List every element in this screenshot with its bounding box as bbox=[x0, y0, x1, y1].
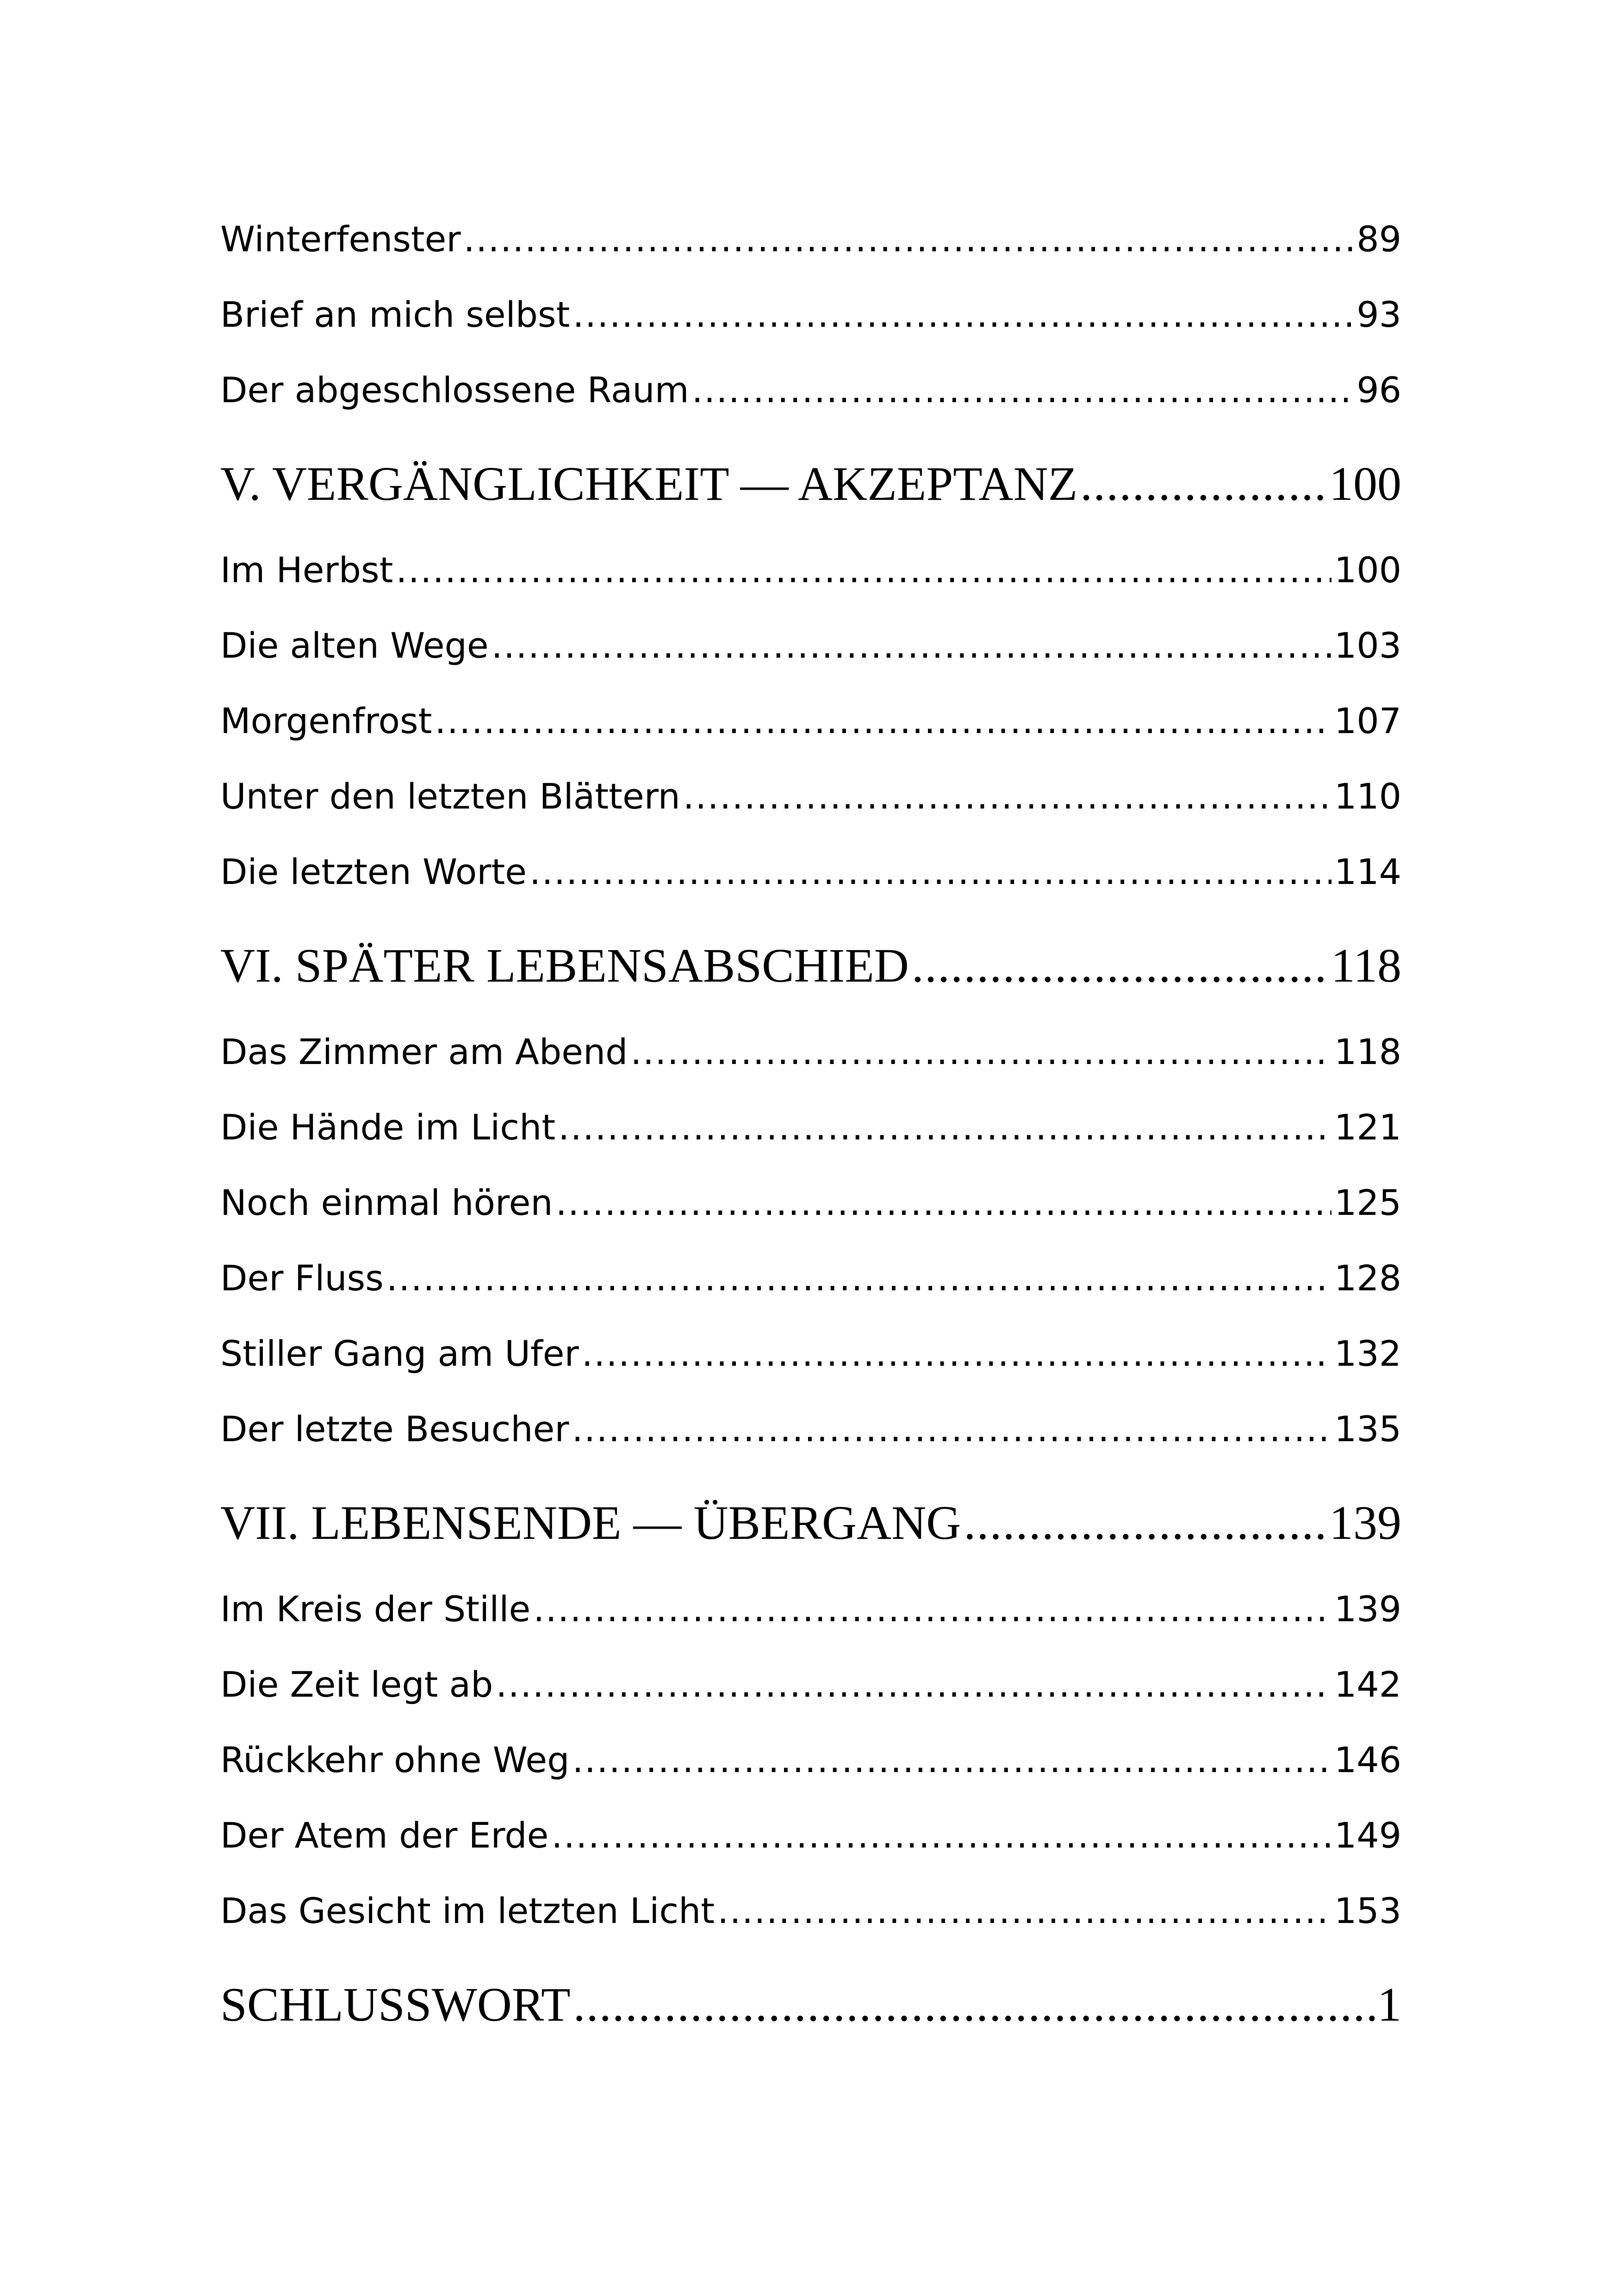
dot-leader bbox=[1080, 438, 1326, 530]
toc-entry-page: 142 bbox=[1334, 1664, 1401, 1705]
toc-entry[interactable] bbox=[220, 532, 1401, 608]
toc-entry[interactable] bbox=[220, 201, 1401, 277]
toc-entry-page: 89 bbox=[1357, 218, 1401, 260]
dot-leader bbox=[717, 1873, 1332, 1948]
toc-section-page: 1 bbox=[1377, 1978, 1401, 2031]
toc-entry-title: Der letzte Besucher bbox=[220, 1408, 569, 1450]
dot-leader bbox=[556, 1165, 1332, 1240]
toc-section-heading[interactable] bbox=[220, 1959, 1401, 2051]
toc-entry[interactable] bbox=[220, 608, 1401, 683]
toc-section-heading[interactable] bbox=[220, 438, 1401, 530]
dot-leader bbox=[386, 1240, 1332, 1316]
toc-entry-title: Der Atem der Erde bbox=[220, 1815, 549, 1856]
dot-leader bbox=[496, 1647, 1332, 1722]
spacer bbox=[220, 1948, 1401, 1959]
dot-leader bbox=[551, 1798, 1332, 1873]
spacer bbox=[220, 909, 1401, 920]
toc-entry-page: 93 bbox=[1357, 294, 1401, 335]
toc-section-title: VII. LEBENSENDE — ÜBERGANG bbox=[220, 1496, 961, 1549]
toc-entry-page: 118 bbox=[1334, 1031, 1401, 1072]
toc-entry-page: 100 bbox=[1334, 549, 1401, 591]
dot-leader bbox=[630, 1014, 1332, 1089]
toc-entry-page: 107 bbox=[1334, 700, 1401, 741]
table-of-contents bbox=[220, 201, 1401, 2051]
toc-entry-title: Unter den letzten Blättern bbox=[220, 776, 680, 817]
toc-entry-page: 110 bbox=[1334, 776, 1401, 817]
toc-entry-title: Im Herbst bbox=[220, 549, 393, 591]
toc-entry-page: 135 bbox=[1334, 1408, 1401, 1450]
toc-entry-page: 128 bbox=[1334, 1257, 1401, 1299]
toc-entry-page: 132 bbox=[1334, 1333, 1401, 1374]
toc-entry-title: Brief an mich selbst bbox=[220, 294, 570, 335]
dot-leader bbox=[529, 834, 1332, 909]
toc-entry-title: Stiller Gang am Ufer bbox=[220, 1333, 579, 1374]
toc-entry-page: 139 bbox=[1334, 1588, 1401, 1630]
toc-entry-title: Winterfenster bbox=[220, 218, 461, 260]
toc-entry[interactable] bbox=[220, 1798, 1401, 1873]
toc-entry-title: Morgenfrost bbox=[220, 700, 432, 741]
toc-entry-title: Die Zeit legt ab bbox=[220, 1664, 493, 1705]
toc-section-heading[interactable] bbox=[220, 920, 1401, 1012]
toc-entry-title: Der Fluss bbox=[220, 1257, 384, 1299]
toc-entry[interactable] bbox=[220, 1089, 1401, 1165]
dot-leader bbox=[533, 1571, 1332, 1647]
toc-entry[interactable] bbox=[220, 1240, 1401, 1316]
toc-entry-page: 121 bbox=[1334, 1107, 1401, 1148]
toc-entry-title: Das Zimmer am Abend bbox=[220, 1031, 628, 1072]
toc-entry-page: 149 bbox=[1334, 1815, 1401, 1856]
toc-entry-page: 114 bbox=[1334, 851, 1401, 892]
dot-leader bbox=[692, 352, 1354, 428]
toc-entry-page: 146 bbox=[1334, 1739, 1401, 1780]
toc-entry[interactable] bbox=[220, 1165, 1401, 1240]
toc-entry[interactable] bbox=[220, 1571, 1401, 1647]
toc-entry-page: 125 bbox=[1334, 1182, 1401, 1223]
dot-leader bbox=[964, 1477, 1326, 1569]
dot-leader bbox=[492, 608, 1332, 683]
toc-entry[interactable] bbox=[220, 1647, 1401, 1722]
toc-entry-page: 96 bbox=[1357, 369, 1401, 411]
toc-entry[interactable] bbox=[220, 759, 1401, 834]
toc-entry-title: Rückkehr ohne Weg bbox=[220, 1739, 570, 1780]
toc-entry[interactable] bbox=[220, 683, 1401, 759]
toc-entry[interactable] bbox=[220, 1873, 1401, 1948]
dot-leader bbox=[435, 683, 1332, 759]
dot-leader bbox=[573, 1959, 1375, 2051]
toc-entry[interactable] bbox=[220, 352, 1401, 428]
toc-entry-page: 103 bbox=[1334, 625, 1401, 666]
toc-entry-page: 153 bbox=[1334, 1890, 1401, 1931]
toc-section-page: 118 bbox=[1331, 939, 1401, 992]
dot-leader bbox=[573, 277, 1354, 352]
toc-section-page: 139 bbox=[1329, 1496, 1401, 1549]
toc-section-title: V. VERGÄNGLICHKEIT — AKZEPTANZ bbox=[220, 457, 1078, 510]
dot-leader bbox=[396, 532, 1332, 608]
dot-leader bbox=[558, 1089, 1332, 1165]
toc-entry[interactable] bbox=[220, 1316, 1401, 1391]
dot-leader bbox=[572, 1722, 1332, 1798]
toc-entry[interactable] bbox=[220, 1722, 1401, 1798]
toc-entry-title: Im Kreis der Stille bbox=[220, 1588, 531, 1630]
dot-leader bbox=[572, 1391, 1332, 1467]
toc-entry[interactable] bbox=[220, 1014, 1401, 1089]
dot-leader bbox=[683, 759, 1332, 834]
dot-leader bbox=[582, 1316, 1332, 1391]
toc-section-title: SCHLUSSWORT bbox=[220, 1978, 571, 2031]
toc-entry-title: Die alten Wege bbox=[220, 625, 489, 666]
toc-section-title: VI. SPÄTER LEBENSABSCHIED bbox=[220, 939, 909, 992]
toc-entry[interactable] bbox=[220, 834, 1401, 909]
toc-entry-title: Die letzten Worte bbox=[220, 851, 527, 892]
spacer bbox=[220, 1467, 1401, 1477]
toc-entry[interactable] bbox=[220, 277, 1401, 352]
toc-entry[interactable] bbox=[220, 1391, 1401, 1467]
spacer bbox=[220, 428, 1401, 438]
dot-leader bbox=[464, 201, 1354, 277]
toc-section-page: 100 bbox=[1329, 457, 1401, 510]
toc-entry-title: Der abgeschlossene Raum bbox=[220, 369, 689, 411]
dot-leader bbox=[912, 920, 1328, 1012]
toc-entry-title: Das Gesicht im letzten Licht bbox=[220, 1890, 715, 1931]
toc-section-heading[interactable] bbox=[220, 1477, 1401, 1569]
toc-entry-title: Die Hände im Licht bbox=[220, 1107, 556, 1148]
toc-entry-title: Noch einmal hören bbox=[220, 1182, 553, 1223]
